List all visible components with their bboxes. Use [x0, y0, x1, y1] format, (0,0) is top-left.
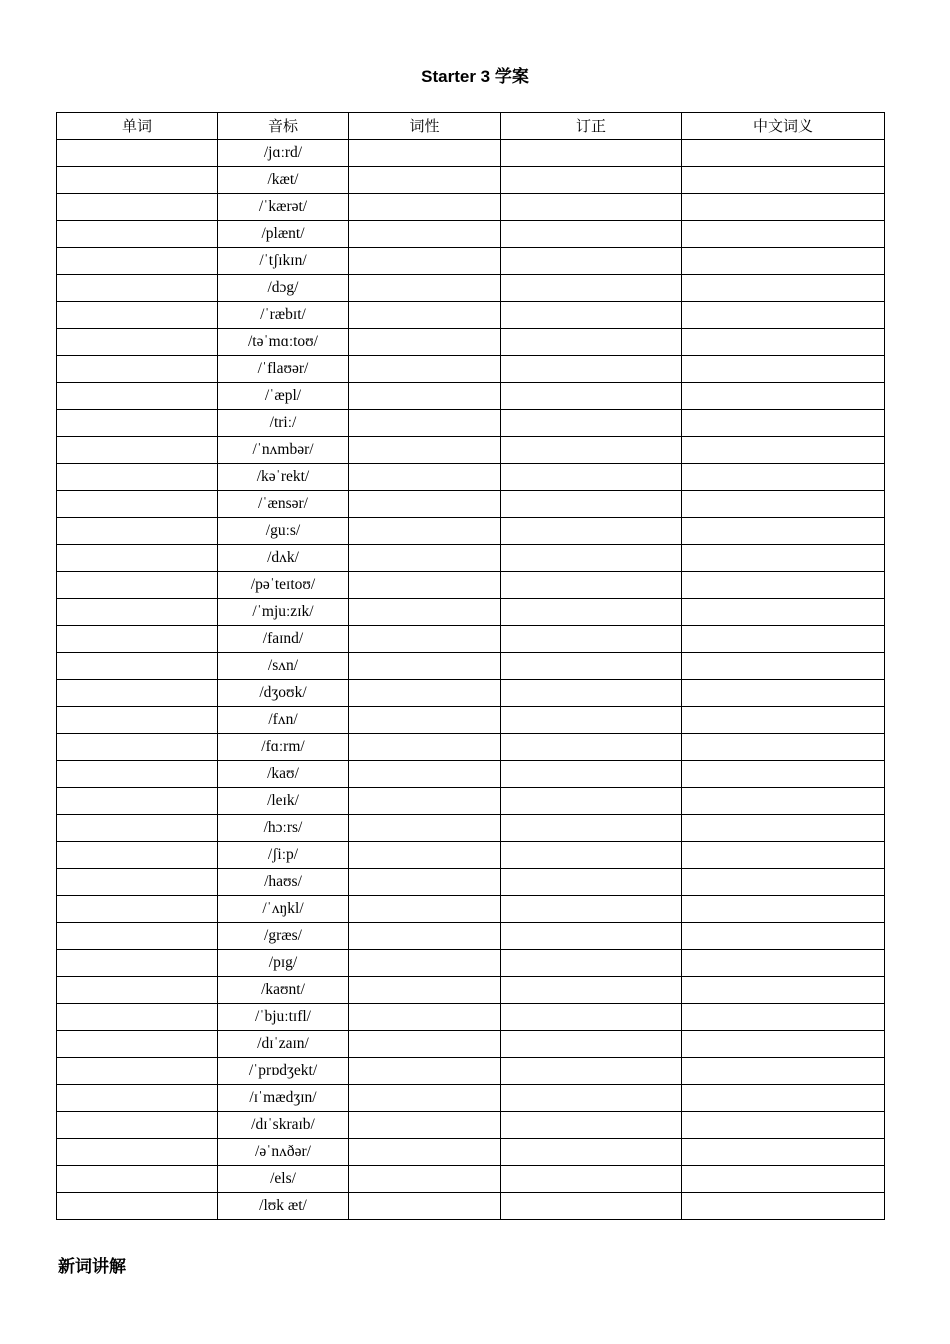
word-cell[interactable]	[57, 1085, 218, 1112]
word-cell[interactable]	[57, 221, 218, 248]
correction-cell[interactable]	[501, 923, 682, 950]
phonetic-cell: /ˈflaʊər/	[218, 356, 349, 383]
correction-cell[interactable]	[501, 815, 682, 842]
part-of-speech-cell[interactable]	[349, 167, 501, 194]
part-of-speech-cell[interactable]	[349, 437, 501, 464]
word-cell[interactable]	[57, 248, 218, 275]
chinese-meaning-cell[interactable]	[682, 572, 885, 599]
part-of-speech-cell[interactable]	[349, 1139, 501, 1166]
part-of-speech-cell[interactable]	[349, 1112, 501, 1139]
correction-cell[interactable]	[501, 626, 682, 653]
part-of-speech-cell[interactable]	[349, 410, 501, 437]
part-of-speech-cell[interactable]	[349, 248, 501, 275]
table-row	[57, 275, 885, 302]
part-of-speech-cell[interactable]	[349, 275, 501, 302]
correction-cell[interactable]	[501, 572, 682, 599]
chinese-meaning-cell[interactable]	[682, 302, 885, 329]
chinese-meaning-cell[interactable]	[682, 140, 885, 167]
table-row	[57, 1193, 885, 1220]
correction-cell[interactable]	[501, 977, 682, 1004]
word-cell[interactable]	[57, 464, 218, 491]
table-row	[57, 680, 885, 707]
word-cell[interactable]	[57, 275, 218, 302]
phonetic-cell: /pɪg/	[218, 950, 349, 977]
part-of-speech-cell[interactable]	[349, 302, 501, 329]
correction-cell[interactable]	[501, 356, 682, 383]
correction-cell[interactable]	[501, 680, 682, 707]
word-cell[interactable]	[57, 896, 218, 923]
chinese-meaning-cell[interactable]	[682, 599, 885, 626]
correction-cell[interactable]	[501, 950, 682, 977]
word-cell[interactable]	[57, 977, 218, 1004]
phonetic-cell: /plænt/	[218, 221, 349, 248]
table-row	[57, 1166, 885, 1193]
phonetic-cell: /ˈnʌmbər/	[218, 437, 349, 464]
word-cell[interactable]	[57, 194, 218, 221]
table-row	[57, 437, 885, 464]
phonetic-cell: /ɪˈmædʒɪn/	[218, 1085, 349, 1112]
phonetic-cell: /sʌn/	[218, 653, 349, 680]
correction-cell[interactable]	[501, 1004, 682, 1031]
phonetic-cell: /dʌk/	[218, 545, 349, 572]
table-row	[57, 761, 885, 788]
table-row	[57, 383, 885, 410]
phonetic-cell: /pəˈteɪtoʊ/	[218, 572, 349, 599]
table-row	[57, 356, 885, 383]
chinese-meaning-cell[interactable]	[682, 167, 885, 194]
part-of-speech-cell[interactable]	[349, 329, 501, 356]
chinese-meaning-cell[interactable]	[682, 437, 885, 464]
chinese-meaning-cell[interactable]	[682, 491, 885, 518]
word-cell[interactable]	[57, 167, 218, 194]
table-row	[57, 518, 885, 545]
word-cell[interactable]	[57, 140, 218, 167]
table-row	[57, 1112, 885, 1139]
correction-cell[interactable]	[501, 734, 682, 761]
phonetic-cell: /lʊk æt/	[218, 1193, 349, 1220]
correction-cell[interactable]	[501, 869, 682, 896]
part-of-speech-cell[interactable]	[349, 707, 501, 734]
phonetic-cell: /kæt/	[218, 167, 349, 194]
table-row	[57, 653, 885, 680]
phonetic-cell: /fɑːrm/	[218, 734, 349, 761]
correction-cell[interactable]	[501, 518, 682, 545]
word-cell[interactable]	[57, 653, 218, 680]
phonetic-cell: /hɔːrs/	[218, 815, 349, 842]
word-cell[interactable]	[57, 356, 218, 383]
table-row	[57, 734, 885, 761]
table-row	[57, 194, 885, 221]
chinese-meaning-cell[interactable]	[682, 329, 885, 356]
part-of-speech-cell[interactable]	[349, 356, 501, 383]
part-of-speech-cell[interactable]	[349, 761, 501, 788]
part-of-speech-cell[interactable]	[349, 464, 501, 491]
phonetic-cell: /faɪnd/	[218, 626, 349, 653]
table-row	[57, 977, 885, 1004]
table-row	[57, 950, 885, 977]
part-of-speech-cell[interactable]	[349, 788, 501, 815]
header-chinese-meaning: 中文词义	[682, 113, 885, 140]
chinese-meaning-cell[interactable]	[682, 788, 885, 815]
word-cell[interactable]	[57, 599, 218, 626]
chinese-meaning-cell[interactable]	[682, 707, 885, 734]
chinese-meaning-cell[interactable]	[682, 1031, 885, 1058]
page-title: Starter 3 学案	[421, 67, 529, 86]
correction-cell[interactable]	[501, 761, 682, 788]
part-of-speech-cell[interactable]	[349, 221, 501, 248]
word-cell[interactable]	[57, 1166, 218, 1193]
phonetic-cell: /ˈmjuːzɪk/	[218, 599, 349, 626]
word-cell[interactable]	[57, 626, 218, 653]
part-of-speech-cell[interactable]	[349, 545, 501, 572]
word-cell[interactable]	[57, 1004, 218, 1031]
word-cell[interactable]	[57, 923, 218, 950]
chinese-meaning-cell[interactable]	[682, 1085, 885, 1112]
correction-cell[interactable]	[501, 167, 682, 194]
correction-cell[interactable]	[501, 1166, 682, 1193]
word-cell[interactable]	[57, 734, 218, 761]
chinese-meaning-cell[interactable]	[682, 410, 885, 437]
correction-cell[interactable]	[501, 302, 682, 329]
phonetic-cell: /ˈkærət/	[218, 194, 349, 221]
table-row	[57, 599, 885, 626]
phonetic-cell: /haʊs/	[218, 869, 349, 896]
phonetic-cell: /əˈnʌðər/	[218, 1139, 349, 1166]
chinese-meaning-cell[interactable]	[682, 221, 885, 248]
word-cell[interactable]	[57, 815, 218, 842]
phonetic-cell: /ˈprɒdʒekt/	[218, 1058, 349, 1085]
phonetic-cell: /jɑːrd/	[218, 140, 349, 167]
part-of-speech-cell[interactable]	[349, 599, 501, 626]
word-cell[interactable]	[57, 302, 218, 329]
correction-cell[interactable]	[501, 491, 682, 518]
chinese-meaning-cell[interactable]	[682, 1058, 885, 1085]
phonetic-cell: /təˈmɑːtoʊ/	[218, 329, 349, 356]
correction-cell[interactable]	[501, 275, 682, 302]
word-cell[interactable]	[57, 788, 218, 815]
phonetic-cell: /guːs/	[218, 518, 349, 545]
correction-cell[interactable]	[501, 599, 682, 626]
correction-cell[interactable]	[501, 1031, 682, 1058]
phonetic-cell: /dɔg/	[218, 275, 349, 302]
phonetic-cell: /dɪˈzaɪn/	[218, 1031, 349, 1058]
chinese-meaning-cell[interactable]	[682, 896, 885, 923]
word-cell[interactable]	[57, 842, 218, 869]
part-of-speech-cell[interactable]	[349, 1193, 501, 1220]
chinese-meaning-cell[interactable]	[682, 869, 885, 896]
word-cell[interactable]	[57, 437, 218, 464]
word-cell[interactable]	[57, 869, 218, 896]
correction-cell[interactable]	[501, 329, 682, 356]
table-row	[57, 140, 885, 167]
part-of-speech-cell[interactable]	[349, 842, 501, 869]
vocabulary-table	[56, 112, 885, 1220]
word-cell[interactable]	[57, 680, 218, 707]
word-cell[interactable]	[57, 545, 218, 572]
table-row	[57, 410, 885, 437]
part-of-speech-cell[interactable]	[349, 518, 501, 545]
chinese-meaning-cell[interactable]	[682, 356, 885, 383]
table-row	[57, 329, 885, 356]
phonetic-cell: /græs/	[218, 923, 349, 950]
phonetic-cell: /fʌn/	[218, 707, 349, 734]
phonetic-cell: /dʒoʊk/	[218, 680, 349, 707]
correction-cell[interactable]	[501, 788, 682, 815]
table-row	[57, 626, 885, 653]
phonetic-cell: /ˈræbɪt/	[218, 302, 349, 329]
part-of-speech-cell[interactable]	[349, 1058, 501, 1085]
part-of-speech-cell[interactable]	[349, 1004, 501, 1031]
phonetic-cell: /ˈʌŋkl/	[218, 896, 349, 923]
chinese-meaning-cell[interactable]	[682, 248, 885, 275]
header-correction: 订正	[501, 113, 682, 140]
table-row	[57, 464, 885, 491]
part-of-speech-cell[interactable]	[349, 950, 501, 977]
table-row	[57, 302, 885, 329]
chinese-meaning-cell[interactable]	[682, 194, 885, 221]
correction-cell[interactable]	[501, 545, 682, 572]
word-cell[interactable]	[57, 572, 218, 599]
word-cell[interactable]	[57, 1112, 218, 1139]
chinese-meaning-cell[interactable]	[682, 1004, 885, 1031]
chinese-meaning-cell[interactable]	[682, 977, 885, 1004]
chinese-meaning-cell[interactable]	[682, 518, 885, 545]
chinese-meaning-cell[interactable]	[682, 275, 885, 302]
part-of-speech-cell[interactable]	[349, 977, 501, 1004]
table-row	[57, 1058, 885, 1085]
word-cell[interactable]	[57, 1139, 218, 1166]
part-of-speech-cell[interactable]	[349, 1166, 501, 1193]
table-body	[57, 140, 885, 1220]
correction-cell[interactable]	[501, 1139, 682, 1166]
chinese-meaning-cell[interactable]	[682, 383, 885, 410]
word-cell[interactable]	[57, 410, 218, 437]
table-header-row	[57, 113, 885, 140]
phonetic-cell: /els/	[218, 1166, 349, 1193]
correction-cell[interactable]	[501, 1193, 682, 1220]
table-row	[57, 896, 885, 923]
chinese-meaning-cell[interactable]	[682, 1193, 885, 1220]
table-row	[57, 842, 885, 869]
table-row	[57, 167, 885, 194]
table-row	[57, 1139, 885, 1166]
phonetic-cell: /kaʊnt/	[218, 977, 349, 1004]
part-of-speech-cell[interactable]	[349, 491, 501, 518]
correction-cell[interactable]	[501, 464, 682, 491]
table-row	[57, 248, 885, 275]
correction-cell[interactable]	[501, 1112, 682, 1139]
section-heading: 新词讲解	[58, 1257, 126, 1277]
part-of-speech-cell[interactable]	[349, 1085, 501, 1112]
correction-cell[interactable]	[501, 221, 682, 248]
table-row	[57, 788, 885, 815]
part-of-speech-cell[interactable]	[349, 383, 501, 410]
word-cell[interactable]	[57, 329, 218, 356]
chinese-meaning-cell[interactable]	[682, 842, 885, 869]
correction-cell[interactable]	[501, 248, 682, 275]
chinese-meaning-cell[interactable]	[682, 653, 885, 680]
table-row	[57, 707, 885, 734]
part-of-speech-cell[interactable]	[349, 194, 501, 221]
word-cell[interactable]	[57, 761, 218, 788]
chinese-meaning-cell[interactable]	[682, 545, 885, 572]
word-cell[interactable]	[57, 1058, 218, 1085]
part-of-speech-cell[interactable]	[349, 572, 501, 599]
part-of-speech-cell[interactable]	[349, 734, 501, 761]
correction-cell[interactable]	[501, 896, 682, 923]
correction-cell[interactable]	[501, 842, 682, 869]
chinese-meaning-cell[interactable]	[682, 1139, 885, 1166]
phonetic-cell: /ˈtʃɪkɪn/	[218, 248, 349, 275]
header-word: 单词	[57, 113, 218, 140]
correction-cell[interactable]	[501, 410, 682, 437]
table-row	[57, 1031, 885, 1058]
part-of-speech-cell[interactable]	[349, 815, 501, 842]
part-of-speech-cell[interactable]	[349, 869, 501, 896]
correction-cell[interactable]	[501, 1058, 682, 1085]
part-of-speech-cell[interactable]	[349, 626, 501, 653]
chinese-meaning-cell[interactable]	[682, 1166, 885, 1193]
correction-cell[interactable]	[501, 194, 682, 221]
table-row	[57, 869, 885, 896]
part-of-speech-cell[interactable]	[349, 140, 501, 167]
phonetic-cell: /leɪk/	[218, 788, 349, 815]
header-part-of-speech: 词性	[349, 113, 501, 140]
word-cell[interactable]	[57, 707, 218, 734]
table-row	[57, 1004, 885, 1031]
part-of-speech-cell[interactable]	[349, 923, 501, 950]
chinese-meaning-cell[interactable]	[682, 626, 885, 653]
word-cell[interactable]	[57, 518, 218, 545]
chinese-meaning-cell[interactable]	[682, 950, 885, 977]
part-of-speech-cell[interactable]	[349, 896, 501, 923]
correction-cell[interactable]	[501, 383, 682, 410]
correction-cell[interactable]	[501, 437, 682, 464]
phonetic-cell: /ˈæpl/	[218, 383, 349, 410]
phonetic-cell: /ˈbjuːtɪfl/	[218, 1004, 349, 1031]
word-cell[interactable]	[57, 1031, 218, 1058]
part-of-speech-cell[interactable]	[349, 1031, 501, 1058]
phonetic-cell: /triː/	[218, 410, 349, 437]
word-cell[interactable]	[57, 491, 218, 518]
table-row	[57, 1085, 885, 1112]
chinese-meaning-cell[interactable]	[682, 761, 885, 788]
correction-cell[interactable]	[501, 707, 682, 734]
phonetic-cell: /ˈænsər/	[218, 491, 349, 518]
table-row	[57, 815, 885, 842]
table-row	[57, 923, 885, 950]
table-row	[57, 491, 885, 518]
header-phonetic: 音标	[218, 113, 349, 140]
part-of-speech-cell[interactable]	[349, 653, 501, 680]
correction-cell[interactable]	[501, 1085, 682, 1112]
chinese-meaning-cell[interactable]	[682, 464, 885, 491]
table-row	[57, 221, 885, 248]
phonetic-cell: /kaʊ/	[218, 761, 349, 788]
phonetic-cell: /kəˈrekt/	[218, 464, 349, 491]
table-row	[57, 572, 885, 599]
chinese-meaning-cell[interactable]	[682, 923, 885, 950]
correction-cell[interactable]	[501, 653, 682, 680]
chinese-meaning-cell[interactable]	[682, 815, 885, 842]
table-row	[57, 545, 885, 572]
chinese-meaning-cell[interactable]	[682, 1112, 885, 1139]
chinese-meaning-cell[interactable]	[682, 680, 885, 707]
chinese-meaning-cell[interactable]	[682, 734, 885, 761]
word-cell[interactable]	[57, 383, 218, 410]
part-of-speech-cell[interactable]	[349, 680, 501, 707]
correction-cell[interactable]	[501, 140, 682, 167]
phonetic-cell: /dɪˈskraɪb/	[218, 1112, 349, 1139]
word-cell[interactable]	[57, 1193, 218, 1220]
word-cell[interactable]	[57, 950, 218, 977]
phonetic-cell: /ʃiːp/	[218, 842, 349, 869]
